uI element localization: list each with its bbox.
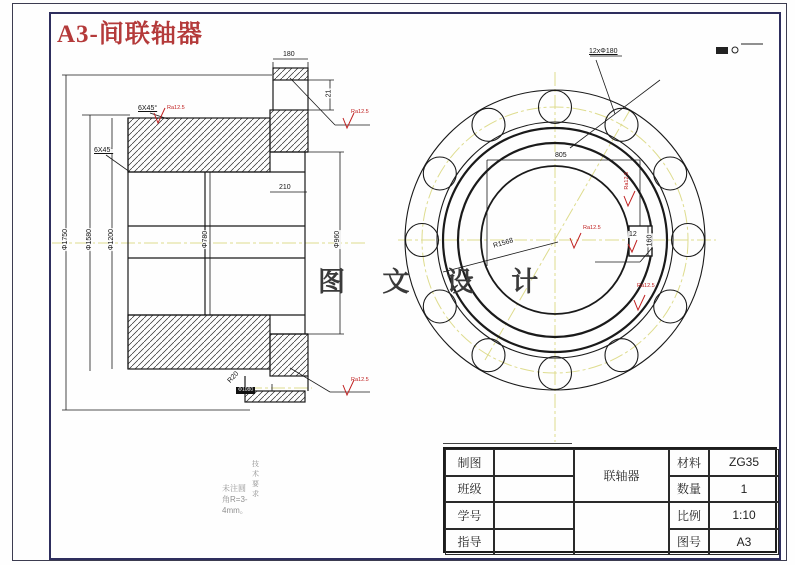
tb-value-bili: 1:10 [709,502,779,529]
roughness-keyway-bottom-label: Ra12.5 [637,283,655,289]
radius-r1568-label: R1568 [492,237,515,250]
tb-label-zhitu: 制图 [445,449,494,476]
tb-value-shuliang: 1 [709,476,779,503]
bolt-holes-label: 12xΦ180 [589,48,618,55]
tb-label-tuhao: 图号 [669,529,709,556]
tb-part-name: 联轴器 [574,449,669,502]
tb-value-zhitu [494,449,574,476]
chamfer-top-label: 6X45° [138,105,158,112]
keyway-dim-160-label: 160 [646,234,654,247]
page-title: A3-间联轴器 [57,21,203,48]
watermark: 图 文 设 计 [318,267,553,298]
dim-phi1200-label: Φ1200 [108,228,116,251]
roughness-bottom-label: Ra12.5 [351,377,369,383]
hub-wall-bottom [128,315,270,369]
chamfer-left-label: 6X45° [94,147,114,154]
notes-body: 未注圆角R=3-4mm。 [222,484,248,515]
roughness-keyway-left-label: Ra12.5 [583,225,601,231]
tb-label-cailiao: 材料 [669,449,709,476]
dim-805-label: 805 [555,152,567,159]
projection-symbol-icon [716,44,763,54]
tb-label-shuliang: 数量 [669,476,709,503]
hub-wall-top [128,118,270,172]
dim-21-label: 21 [325,89,333,98]
tb-value-xuehao [494,502,574,529]
notes-heading: 技术要求 [252,461,259,498]
title-block [443,447,777,553]
flange-rim-bottom [270,334,308,376]
dim-phi960-label: Φ960 [334,230,342,249]
fillet-r20-label: R20 [226,370,241,385]
roughness-keyway-top-label: Ra12.5 [624,171,631,190]
flange-rim-top [270,110,308,152]
dim-phi1080-label: Φ1080 [238,387,254,393]
tb-value-tuhao: A3 [709,529,779,556]
dim-phi1750-label: Φ1750 [62,228,70,251]
dim-180-label: 180 [283,51,295,58]
tb-label-banji: 班级 [445,476,494,503]
tb-value-cailiao: ZG35 [709,449,779,476]
tb-label-bili: 比例 [669,502,709,529]
dim-210-label: 210 [279,184,291,191]
dim-phi1580-label: Φ1580 [86,228,94,251]
tb-empty-center [574,502,669,555]
tb-value-banji [494,476,574,503]
keyway-dim-12-label: 12 [629,231,637,238]
tb-value-zhidao [494,529,574,556]
tb-label-xuehao: 学号 [445,502,494,529]
title-block-topline [443,443,572,444]
dim-phi780-label: Φ780 [202,230,210,249]
tb-label-zhidao: 指导 [445,529,494,556]
roughness-right-label: Ra12.5 [351,109,369,115]
roughness-icon [624,191,635,206]
roughness-top-label: Ra12.5 [167,105,185,111]
